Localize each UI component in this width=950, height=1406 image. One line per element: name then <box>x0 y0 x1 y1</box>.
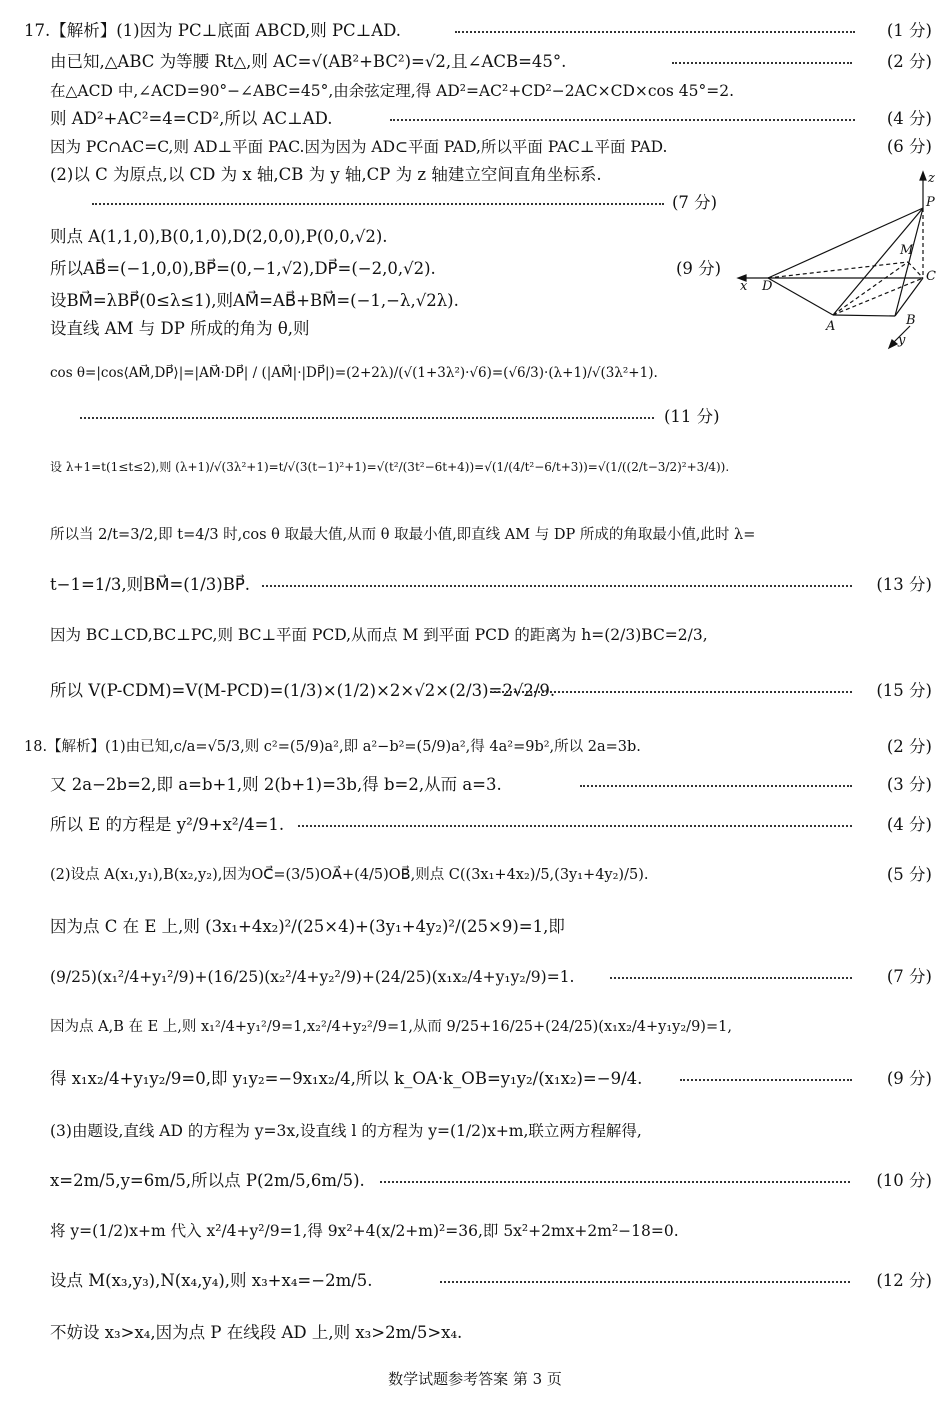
q17-score-11: (11 分) <box>664 407 720 426</box>
q17-line-2-text: 由已知,△ABC 为等腰 Rt△,则 AC=√(AB²+BC²)=√2,且∠ACB=45°. <box>50 52 567 71</box>
q18-line-7-text: 因为点 A,B 在 E 上,则 x₁²/4+y₁²/9=1,x₂²/4+y₂²/9=1,从而 9/25+16/25+(24/25)(x₁x₂/4+y₁y₂/9)=1, <box>50 1019 732 1035</box>
dot-leader <box>298 825 852 827</box>
fig-label-A: A <box>826 319 836 334</box>
q17-line-9 <box>0 254 740 284</box>
q18-line-6 <box>0 962 950 992</box>
q17-line-5 <box>0 132 950 162</box>
q18-score-7: (7 分) <box>886 967 932 986</box>
fig-label-x: x <box>740 279 748 294</box>
q18-line-4 <box>0 860 950 890</box>
fig-label-P: P <box>926 195 935 210</box>
segment-DM <box>768 262 908 278</box>
q18-line-11 <box>0 1216 950 1246</box>
q17-line-11 <box>0 314 720 344</box>
q17-line-11-text: 设直线 AM 与 DP 所成的角为 θ,则 <box>50 319 310 338</box>
q17-score-7: (7 分) <box>672 193 718 212</box>
q18-line-2 <box>0 770 950 800</box>
q17-line-17 <box>0 620 950 650</box>
dot-leader <box>490 691 852 693</box>
q18-line-7 <box>0 1012 950 1042</box>
q18-line-10 <box>0 1166 950 1196</box>
q18-score-10: (10 分) <box>876 1171 932 1190</box>
q18-line-9-text: (3)由题设,直线 AD 的方程为 y=3x,设直线 l 的方程为 y=(1/2)x+m,联立两方程解得, <box>50 1122 642 1140</box>
dot-leader <box>610 977 852 979</box>
q18-line-12-text: 设点 M(x₃,y₃),N(x₄,y₄),则 x₃+x₄=−2m/5. <box>50 1271 373 1290</box>
fig-label-z: z <box>928 171 935 186</box>
q17-line-12-text: cos θ=|cos⟨AM⃗,DP⃗⟩|=|AM⃗·DP⃗| / (|AM⃗|·|DP⃗|)=(2+2λ)/(√(1+3λ²)·√6)=(√6/3)·(λ+1)/√(3λ²+1). <box>50 365 658 381</box>
q17-line-15-text: 所以当 2/t=3/2,即 t=4/3 时,cos θ 取最大值,从而 θ 取最小值,即直线 AM 与 DP 所成的角取最小值,此时 λ= <box>50 527 756 543</box>
q17-line-6-text: (2)以 C 为原点,以 CD 为 x 轴,CB 为 y 轴,CP 为 z 轴建立空间直角坐标系. <box>50 165 602 184</box>
q17-line-2 <box>0 47 950 77</box>
dot-leader <box>390 119 855 121</box>
q17-line-14-text: 设 λ+1=t(1≤t≤2),则 (λ+1)/√(3λ²+1)=t/√(3(t−1)²+1)=√(t²/(3t²−6t+4))=√(1/(4/t²−6/t+3))=√(1/((2/t−3/2)²+3/4)). <box>50 460 730 474</box>
q18-line-1-text: 18.【解析】(1)由已知,c/a=√5/3,则 c²=(5/9)a²,即 a²−b²=(5/9)a²,得 4a²=9b²,所以 2a=3b. <box>24 739 641 755</box>
q18-line-3-text: 所以 E 的方程是 y²/9+x²/4=1. <box>50 815 285 834</box>
q17-score-4: (4 分) <box>886 109 932 128</box>
q17-line-5-text: 因为 PC∩AC=C,则 AD⊥平面 PAC.因为因为 AD⊂平面 PAD,所以平面 PAC⊥平面 PAD. <box>50 138 668 156</box>
q17-line-16 <box>0 570 950 600</box>
q18-line-6-text: (9/25)(x₁²/4+y₁²/9)+(16/25)(x₂²/4+y₂²/9)+(24/25)(x₁x₂/4+y₁y₂/9)=1. <box>50 968 575 986</box>
q17-line-4 <box>0 104 950 134</box>
q17-line-17-text: 因为 BC⊥CD,BC⊥PC,则 BC⊥平面 PCD,从而点 M 到平面 PCD 的距离为 h=(2/3)BC=2/3, <box>50 626 708 644</box>
q17-score-15: (15 分) <box>876 681 932 700</box>
q17-line-18-text: 所以 V(P-CDM)=V(M-PCD)=(1/3)×(1/2)×2×√2×(2/3)=2√2/9. <box>50 681 556 700</box>
q17-line-18 <box>0 676 950 706</box>
q18-line-3 <box>0 810 950 840</box>
q17-score-13: (13 分) <box>876 575 932 594</box>
y-axis-arrow <box>889 340 897 348</box>
fig-label-C: C <box>926 269 936 284</box>
q17-line-14 <box>0 452 950 482</box>
q18-score-12: (12 分) <box>876 1271 932 1290</box>
dot-leader <box>262 585 852 587</box>
dot-leader <box>440 1281 850 1283</box>
q17-line-8 <box>0 222 720 252</box>
fig-label-B: B <box>906 313 916 328</box>
fig-label-y: y <box>898 333 906 348</box>
q18-line-9 <box>0 1116 950 1146</box>
q17-line-1 <box>0 16 950 46</box>
q18-line-8-text: 得 x₁x₂/4+y₁y₂/9=0,即 y₁y₂=−9x₁x₂/4,所以 k_OA·k_OB=y₁y₂/(x₁x₂)=−9/4. <box>50 1069 643 1088</box>
fig-label-M: M <box>900 243 914 258</box>
q17-score-1: (1 分) <box>886 21 932 40</box>
dot-leader <box>80 417 654 419</box>
dot-leader <box>680 1079 852 1081</box>
q17-line-9-text: 所以AB⃗=(−1,0,0),BP⃗=(0,−1,√2),DP⃗=(−2,0,√2). <box>50 259 436 278</box>
q17-line-12 <box>0 358 720 388</box>
dot-leader <box>580 785 852 787</box>
q17-line-13 <box>0 402 740 432</box>
q18-line-5 <box>0 912 950 942</box>
q17-line-10 <box>0 286 720 316</box>
q18-score-2: (2 分) <box>886 737 932 756</box>
page-footer: 数学试题参考答案 第 3 页 <box>388 1370 562 1388</box>
q17-score-9: (9 分) <box>676 259 722 278</box>
edge-DA <box>768 278 833 315</box>
q18-line-12 <box>0 1266 950 1296</box>
q17-score-2: (2 分) <box>886 52 932 71</box>
q18-line-13 <box>0 1318 950 1348</box>
dot-leader <box>380 1181 850 1183</box>
z-axis-arrow <box>920 172 926 180</box>
q18-score-9: (9 分) <box>886 1069 932 1088</box>
q18-line-8 <box>0 1064 950 1094</box>
q18-line-5-text: 因为点 C 在 E 上,则 (3x₁+4x₂)²/(25×4)+(3y₁+4y₂)²/(25×9)=1,即 <box>50 917 565 936</box>
q18-line-2-text: 又 2a−2b=2,即 a=b+1,则 2(b+1)=3b,得 b=2,从而 a=3. <box>50 775 502 794</box>
q17-line-15 <box>0 520 950 550</box>
q17-line-4-text: 则 AD²+AC²=4=CD²,所以 AC⊥AD. <box>50 109 333 128</box>
q18-score-3: (3 分) <box>886 775 932 794</box>
q18-score-5: (5 分) <box>886 865 932 884</box>
pyramid-coordinate-figure <box>730 168 940 358</box>
fig-label-D: D <box>762 279 773 294</box>
q17-line-1-text: 17.【解析】(1)因为 PC⊥底面 ABCD,则 PC⊥AD. <box>24 21 401 40</box>
q17-line-7 <box>0 188 740 218</box>
q18-line-10-text: x=2m/5,y=6m/5,所以点 P(2m/5,6m/5). <box>50 1171 365 1190</box>
q18-line-1 <box>0 732 950 762</box>
q17-line-3 <box>0 76 950 106</box>
q17-line-16-text: t−1=1/3,则BM⃗=(1/3)BP⃗. <box>50 575 251 594</box>
q18-line-11-text: 将 y=(1/2)x+m 代入 x²/4+y²/9=1,得 9x²+4(x/2+m)²=36,即 5x²+2mx+2m²−18=0. <box>50 1222 679 1240</box>
dot-leader <box>455 31 855 33</box>
q18-score-4: (4 分) <box>886 815 932 834</box>
q17-line-8-text: 则点 A(1,1,0),B(0,1,0),D(2,0,0),P(0,0,√2). <box>50 227 388 246</box>
q17-line-6 <box>0 160 720 190</box>
q17-line-10-text: 设BM⃗=λBP⃗(0≤λ≤1),则AM⃗=AB⃗+BM⃗=(−1,−λ,√2λ). <box>50 291 459 310</box>
q17-line-3-text: 在△ACD 中,∠ACD=90°−∠ABC=45°,由余弦定理,得 AD²=AC²+CD²−2AC×CD×cos 45°=2. <box>50 82 735 100</box>
dot-leader <box>92 203 664 205</box>
edge-AB <box>833 315 895 316</box>
q17-score-6: (6 分) <box>886 137 932 156</box>
edge-BC <box>895 278 923 316</box>
dot-leader <box>672 62 852 64</box>
segment-MC <box>908 262 923 278</box>
q18-line-13-text: 不妨设 x₃>x₄,因为点 P 在线段 AD 上,则 x₃>2m/5>x₄. <box>50 1323 463 1342</box>
q18-line-4-text: (2)设点 A(x₁,y₁),B(x₂,y₂),因为OC⃗=(3/5)OA⃗+(4/5)OB⃗,则点 C((3x₁+4x₂)/5,(3y₁+4y₂)/5). <box>50 867 649 883</box>
